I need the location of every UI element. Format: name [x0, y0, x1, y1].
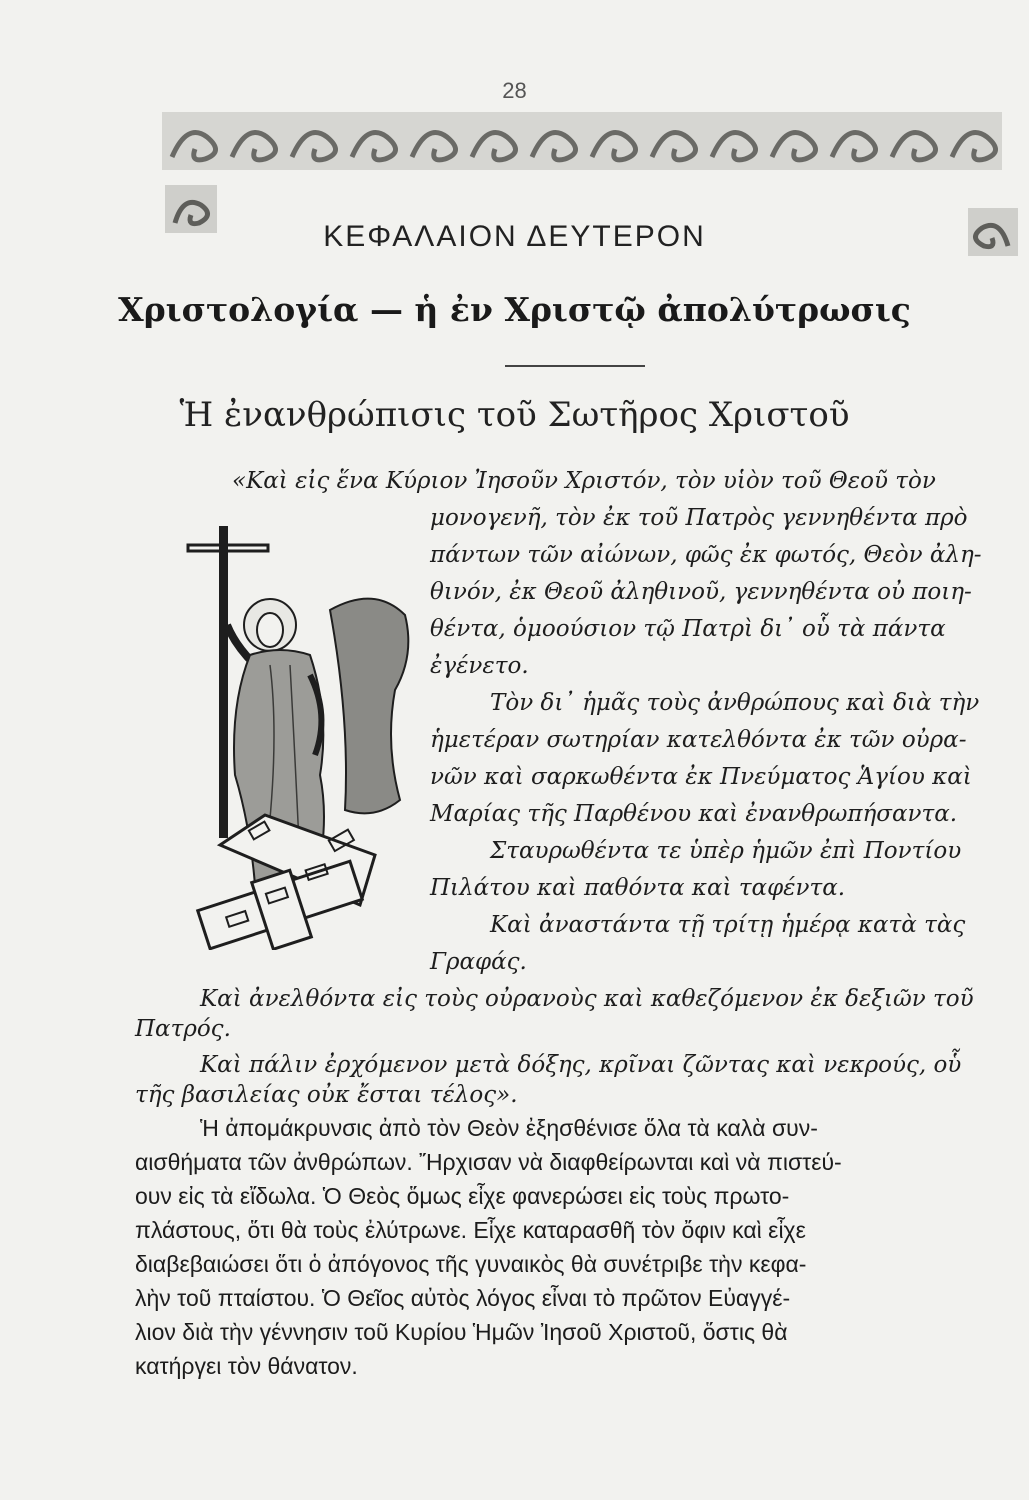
paragraph-line: αισθήματα τῶν ἀνθρώπων. Ἤρχισαν νὰ διαφθείρωνται καὶ νὰ πιστεύ- — [135, 1149, 842, 1175]
ornament-band — [162, 112, 1002, 170]
creed-line: τῆς βασιλείας οὐκ ἔσται τέλος». — [135, 1082, 518, 1108]
creed-line: Γραφάς. — [430, 949, 527, 975]
chapter-heading: ΚΕΦΑΛΑΙΟΝ ΔΕΥΤΕΡΟΝ — [323, 220, 706, 253]
creed-line: θινόν, ἐκ Θεοῦ ἀληθινοῦ, γεννηθέντα οὐ ποιη- — [430, 579, 972, 605]
creed-line: θέντα, ὁμοούσιον τῷ Πατρὶ δι᾽ οὗ τὰ πάντα — [430, 616, 946, 642]
creed-line: Καὶ ἀναστάντα τῇ τρίτῃ ἡμέρᾳ κατὰ τὰς — [490, 912, 966, 938]
creed-line: Πιλάτου καὶ παθόντα καὶ ταφέντα. — [430, 875, 846, 901]
creed-line: Σταυρωθέντα τε ὑπὲρ ἡμῶν ἐπὶ Ποντίου — [490, 838, 962, 864]
creed-line: Μαρίας τῆς Παρθένου καὶ ἐνανθρωπήσαντα. — [430, 801, 958, 827]
paragraph-line: λιον διὰ τὴν γέννησιν τοῦ Κυρίου Ἡμῶν Ἰησοῦ Χριστοῦ, ὅστις θὰ — [135, 1319, 788, 1345]
creed-line: Τὸν δι᾽ ἡμᾶς τοὺς ἀνθρώπους καὶ διὰ τὴν — [490, 690, 980, 716]
paragraph-line: κατήργει τὸν θάνατον. — [135, 1353, 358, 1379]
creed-line: Καὶ πάλιν ἐρχόμενον μετὰ δόξης, κρῖναι ζῶντας καὶ νεκρούς, οὗ — [200, 1052, 962, 1078]
paragraph-line: λὴν τοῦ πταίστου. Ὁ Θεῖος αὐτὸς λόγος εἶναι τὸ πρῶτον Εὐαγγέ- — [135, 1285, 791, 1311]
creed-line: πάντων τῶν αἰώνων, φῶς ἐκ φωτός, Θεὸν ἀλη- — [430, 542, 982, 568]
paragraph-line: ουν εἰς τὰ εἴδωλα. Ὁ Θεὸς ὅμως εἶχε φανερώσει εἰς τοὺς πρωτο- — [135, 1183, 790, 1209]
creed-line: Καὶ ἀνελθόντα εἰς τοὺς οὐρανοὺς καὶ καθεζόμενον ἐκ δεξιῶν τοῦ — [200, 986, 974, 1012]
creed-line: νῶν καὶ σαρκωθέντα ἐκ Πνεύματος Ἁγίου καὶ — [430, 764, 972, 790]
creed-line: μονογενῆ, τὸν ἐκ τοῦ Πατρὸς γεννηθέντα πρὸ — [430, 505, 968, 531]
divider — [505, 365, 645, 367]
section-title: Ἡ ἐνανθρώπισις τοῦ Σωτῆρος Χριστοῦ — [179, 395, 850, 435]
chapter-title: Χριστολογία — ἡ ἐν Χριστῷ ἀπολύτρωσις — [118, 290, 911, 329]
paragraph-line: πλάστους, ὅτι θὰ τοὺς ἐλύτρωνε. Εἶχε καταρασθῆ τὸν ὄφιν καὶ εἶχε — [135, 1217, 806, 1243]
paragraph-line: Ἡ ἀπομάκρυνσις ἀπὸ τὸν Θεὸν ἐξησθένισε ὅλα τὰ καλὰ συν- — [200, 1115, 818, 1141]
creed-line: ἐγένετο. — [430, 653, 529, 679]
creed-line: ἡμετέραν σωτηρίαν κατελθόντα ἐκ τῶν οὐρα- — [430, 727, 967, 753]
resurrection-icon — [180, 515, 415, 950]
creed-line: Πατρός. — [135, 1016, 231, 1042]
page-number: 28 — [502, 78, 527, 103]
creed-line: «Καὶ εἰς ἕνα Κύριον Ἰησοῦν Χριστόν, τὸν υἱὸν τοῦ Θεοῦ τὸν — [232, 468, 936, 494]
paragraph-line: διαβεβαιώσει ὅτι ὁ ἀπόγονος τῆς γυναικὸς θὰ συνέτριβε τὴν κεφα- — [135, 1251, 807, 1277]
